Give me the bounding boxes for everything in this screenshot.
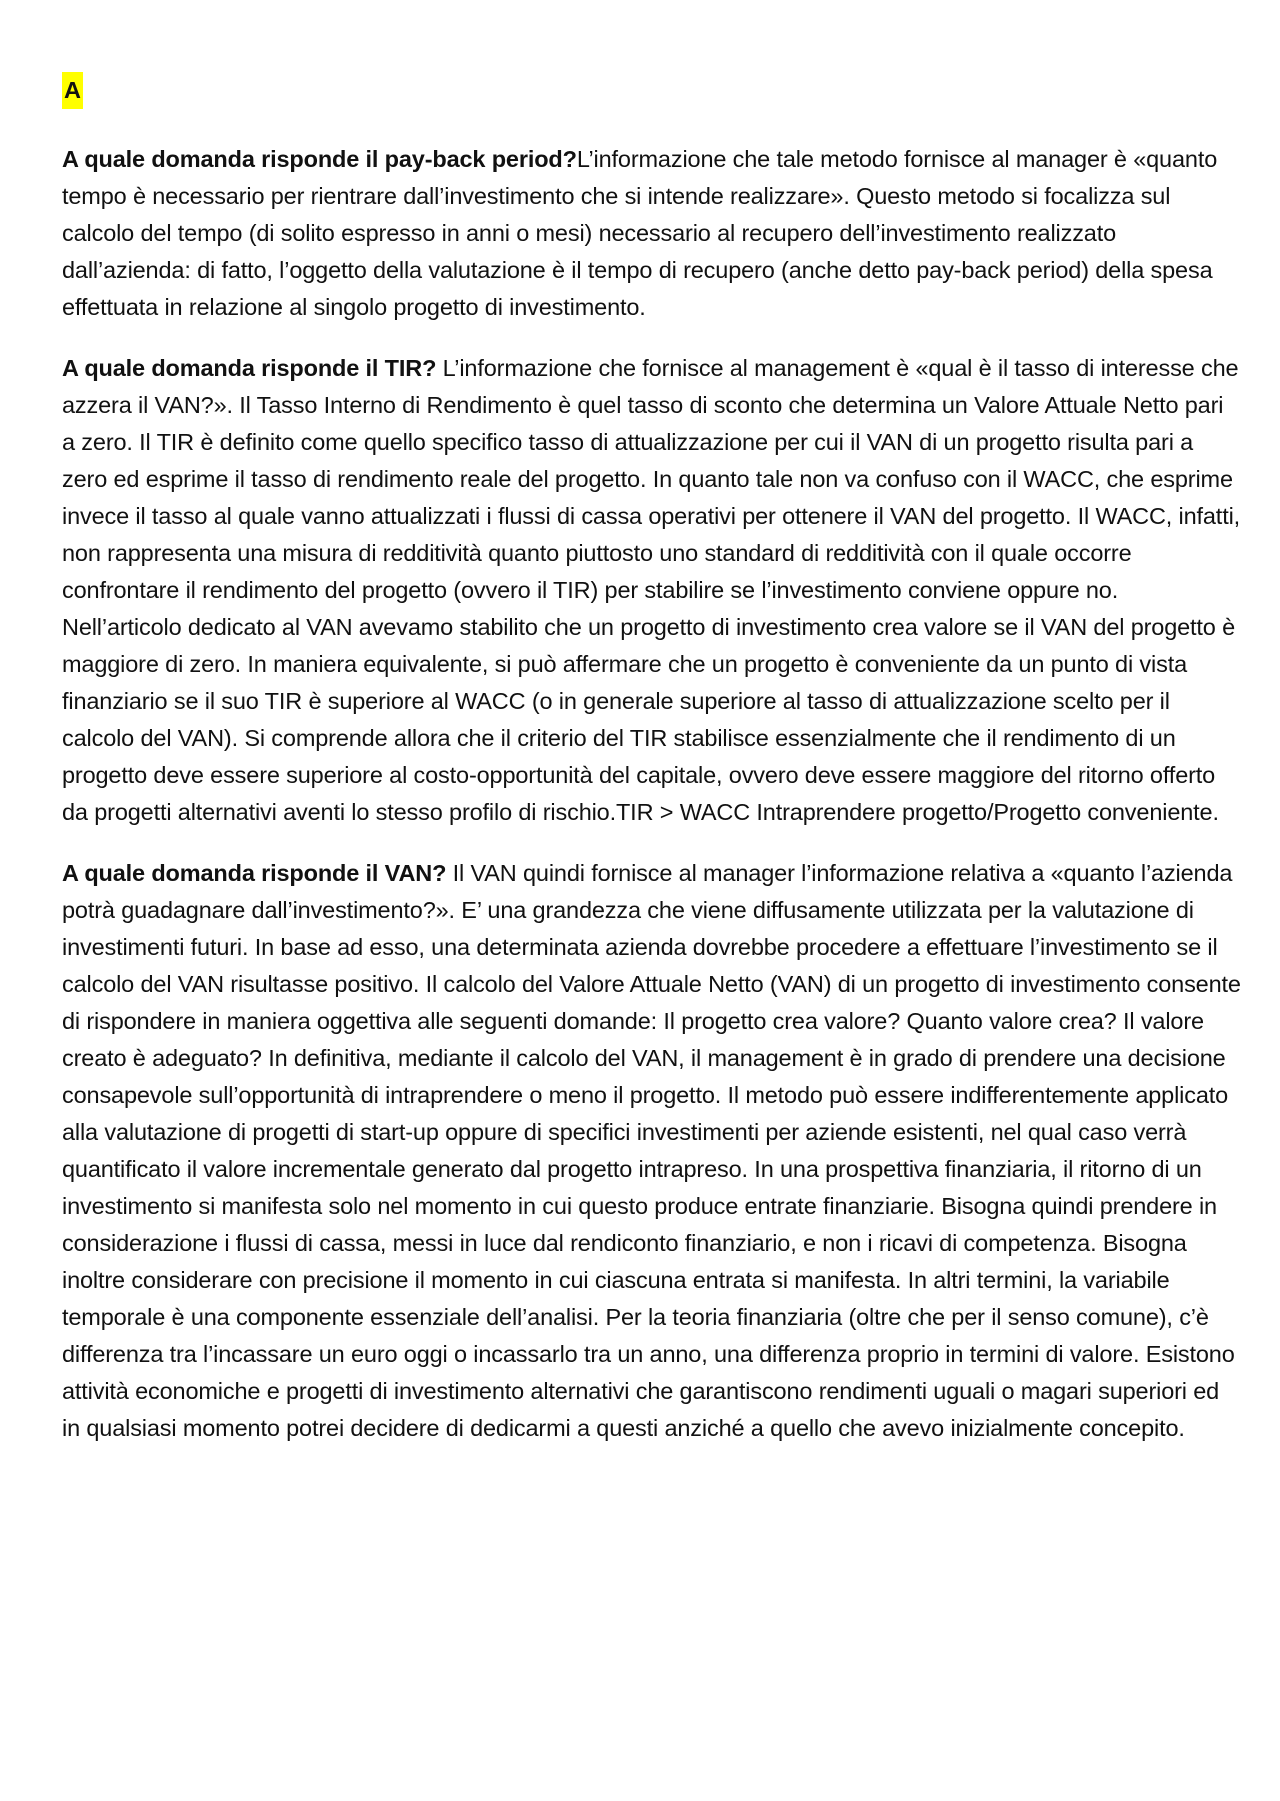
document-page	[62, 72, 1242, 1471]
section-letter-heading: A	[62, 72, 83, 109]
question-payback: A quale domanda risponde il pay-back period?	[62, 146, 577, 172]
paragraph-payback	[62, 141, 1242, 326]
section-heading-wrap	[62, 72, 1242, 109]
paragraph-tir	[62, 350, 1242, 831]
answer-tir: L’informazione che fornisce al management è «qual è il tasso di interesse che azzera il VAN?». Il Tasso Interno di Rendimento è quel tasso di sconto che determina un Valore Attuale Netto pari a zero. Il TIR è definito come quello specifico tasso di attualizzazione per cui il VAN di un progetto risulta pari a zero ed esprime il tasso di rendimento reale del progetto. In quanto tale non va confuso con il WACC, che esprime invece il tasso al quale vanno attualizzati i flussi di cassa operativi per ottenere il VAN del progetto. Il WACC, infatti, non rappresenta una misura di redditività quanto piuttosto uno standard di redditività con il quale occorre confrontare il rendimento del progetto (ovvero il TIR) per stabilire se l’investimento conviene oppure no. Nell’articolo dedicato al VAN avevamo stabilito che un progetto di investimento crea valore se il VAN del progetto è maggiore di zero. In maniera equivalente, si può affermare che un progetto è conveniente da un punto di vista finanziario se il suo TIR è superiore al WACC (o in generale superiore al tasso di attualizzazione scelto per il calcolo del VAN). Si comprende allora che il criterio del TIR stabilisce essenzialmente che il rendimento di un progetto deve essere superiore al costo-opportunità del capitale, ovvero deve essere maggiore del ritorno offerto da progetti alternativi aventi lo stesso profilo di rischio.TIR > WACC Intraprendere progetto/Progetto conveniente.	[62, 355, 1241, 825]
question-tir: A quale domanda risponde il TIR?	[62, 355, 437, 381]
answer-van: Il VAN quindi fornisce al manager l’informazione relativa a «quanto l’azienda potrà guadagnare dall’investimento?». E’ una grandezza che viene diffusamente utilizzata per la valutazione di investimenti futuri. In base ad esso, una determinata azienda dovrebbe procedere a effettuare l’investimento se il calcolo del VAN risultasse positivo. Il calcolo del Valore Attuale Netto (VAN) di un progetto di investimento consente di rispondere in maniera oggettiva alle seguenti domande: Il progetto crea valore? Quanto valore crea? Il valore creato è adeguato? In definitiva, mediante il calcolo del VAN, il management è in grado di prendere una decisione consapevole sull’opportunità di intraprendere o meno il progetto. Il metodo può essere indifferentemente applicato alla valutazione di progetti di start-up oppure di specifici investimenti per aziende esistenti, nel qual caso verrà quantificato il valore incrementale generato dal progetto intrapreso. In una prospettiva finanziaria, il ritorno di un investimento si manifesta solo nel momento in cui questo produce entrate finanziarie. Bisogna quindi prendere in considerazione i flussi di cassa, messi in luce dal rendiconto finanziario, e non i ricavi di competenza. Bisogna inoltre considerare con precisione il momento in cui ciascuna entrata si manifesta. In altri termini, la variabile temporale è una componente essenziale dell’analisi. Per la teoria finanziaria (oltre che per il senso comune), c’è differenza tra l’incassare un euro oggi o incassarlo tra un anno, una differenza proprio in termini di valore. Esistono attività economiche e progetti di investimento alternativi che garantiscono rendimenti uguali o magari superiori ed in qualsiasi momento potrei decidere di dedicarmi a questi anziché a quello che avevo inizialmente concepito.	[62, 860, 1241, 1441]
answer-payback: L’informazione che tale metodo fornisce al manager è «quanto tempo è necessario per rientrare dall’investimento che si intende realizzare». Questo metodo si focalizza sul calcolo del tempo (di solito espresso in anni o mesi) necessario al recupero dell’investimento realizzato dall’azienda: di fatto, l’oggetto della valutazione è il tempo di recupero (anche detto pay-back period) della spesa effettuata in relazione al singolo progetto di investimento.	[62, 146, 1218, 320]
question-van: A quale domanda risponde il VAN?	[62, 860, 447, 886]
paragraph-van	[62, 855, 1242, 1447]
